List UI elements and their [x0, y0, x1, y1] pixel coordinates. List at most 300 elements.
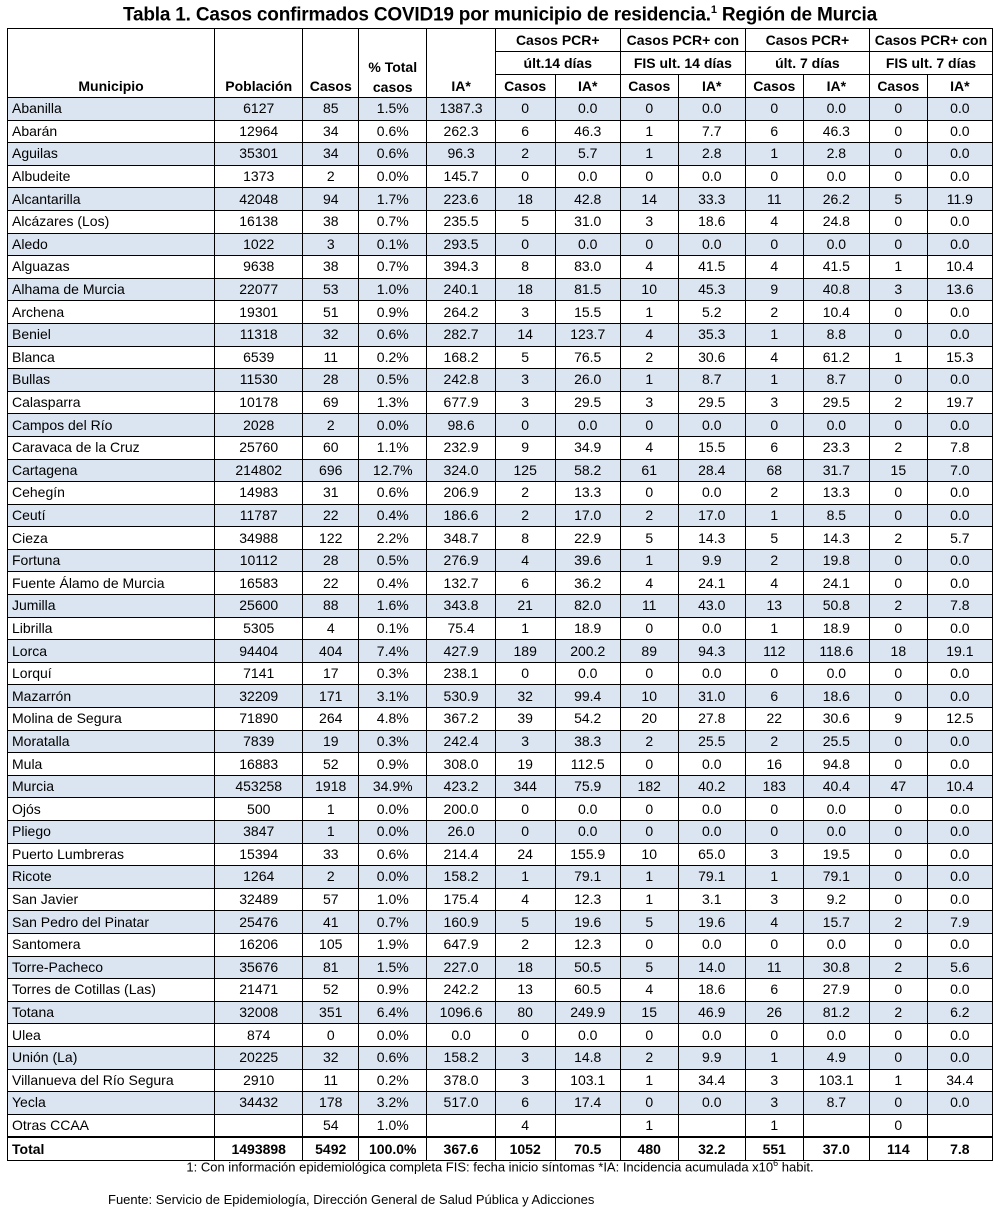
cell-fis7-casos: 5	[869, 188, 927, 211]
cell-fis14-casos: 1	[620, 866, 678, 889]
cell-casos: 69	[303, 391, 359, 414]
cell-pcr14-casos: 5	[495, 346, 555, 369]
cell-pcr7-ia: 8.7	[803, 369, 869, 392]
cell-fis7-casos: 0	[869, 617, 927, 640]
cell-fis14-ia: 94.3	[678, 640, 745, 663]
cell-fis7-ia: 12.5	[927, 708, 992, 731]
cell-fis7-ia: 0.0	[927, 617, 992, 640]
cell-pcr14-ia: 58.2	[555, 459, 620, 482]
cell-casos: 38	[303, 210, 359, 233]
cell-poblacion: 12964	[215, 120, 303, 143]
cell-pcr7-ia: 103.1	[803, 1069, 869, 1092]
cell-pcr7-casos: 3	[745, 1069, 803, 1092]
cell-pcr7-ia: 0.0	[803, 798, 869, 821]
cell-fis14-ia: 0.0	[678, 165, 745, 188]
cell-casos: 2	[303, 866, 359, 889]
title-footnote-mark: 1	[710, 4, 717, 16]
cell-fis14-ia: 46.9	[678, 1001, 745, 1024]
cell-pct-total: 0.9%	[359, 301, 427, 324]
cell-fis14-ia: 15.5	[678, 436, 745, 459]
cell-casos: 11	[303, 1069, 359, 1092]
cell-pcr7-ia: 50.8	[803, 595, 869, 618]
cell-pcr14-casos: 0	[495, 414, 555, 437]
cell-municipio: Alcázares (Los)	[8, 210, 215, 233]
cell-pcr7-casos: 3	[745, 391, 803, 414]
cell-poblacion: 22077	[215, 278, 303, 301]
cell-pct-total: 1.9%	[359, 933, 427, 956]
cell-fis14-casos: 1	[620, 143, 678, 166]
header-sub-ia: IA*	[678, 75, 745, 98]
cell-fis14-casos: 14	[620, 188, 678, 211]
cell-pct-total: 1.0%	[359, 278, 427, 301]
header-group-fis-14: Casos PCR+ con	[620, 29, 745, 52]
cell-municipio: Molina de Segura	[8, 708, 215, 731]
cell-pcr7-casos: 0	[745, 233, 803, 256]
cell-pct-total: 3.2%	[359, 1092, 427, 1115]
cell-fis7-casos: 0	[869, 323, 927, 346]
cell-ia: 423.2	[427, 775, 495, 798]
cell-pct-total: 12.7%	[359, 459, 427, 482]
cell-fis14-casos: 2	[620, 1046, 678, 1069]
cell-fis14-ia: 8.7	[678, 369, 745, 392]
cell-pcr7-ia: 27.9	[803, 979, 869, 1002]
cell-pcr7-ia: 31.7	[803, 459, 869, 482]
total-pcr14-casos: 1052	[495, 1137, 555, 1160]
cell-ia: 427.9	[427, 640, 495, 663]
cell-fis14-ia: 9.9	[678, 1046, 745, 1069]
cell-fis14-casos: 1	[620, 888, 678, 911]
cell-pcr7-ia: 29.5	[803, 391, 869, 414]
cell-pcr7-ia: 4.9	[803, 1046, 869, 1069]
cell-fis14-casos: 0	[620, 165, 678, 188]
footnote-text-end: habit.	[778, 1159, 814, 1175]
cell-fis7-ia: 0.0	[927, 165, 992, 188]
table-title	[0, 4, 1000, 26]
cell-pcr7-ia: 8.8	[803, 323, 869, 346]
cell-casos: 178	[303, 1092, 359, 1115]
cell-pcr7-ia: 13.3	[803, 482, 869, 505]
cell-pcr7-casos: 1	[745, 1114, 803, 1137]
cell-pcr14-ia: 31.0	[555, 210, 620, 233]
cell-pct-total: 0.9%	[359, 753, 427, 776]
total-municipio: Total	[8, 1137, 215, 1160]
cell-pcr14-casos: 24	[495, 843, 555, 866]
cell-fis14-casos: 1	[620, 1069, 678, 1092]
cell-ia: 26.0	[427, 821, 495, 844]
cell-ia: 348.7	[427, 527, 495, 550]
cell-ia: 232.9	[427, 436, 495, 459]
cell-poblacion: 16583	[215, 572, 303, 595]
cell-fis14-casos: 0	[620, 798, 678, 821]
cell-fis7-ia: 0.0	[927, 414, 992, 437]
total-pcr7-ia: 37.0	[803, 1137, 869, 1160]
cell-pcr7-casos: 0	[745, 798, 803, 821]
cell-fis7-casos: 0	[869, 233, 927, 256]
cell-fis14-casos: 10	[620, 278, 678, 301]
header-sub-casos: Casos	[869, 75, 927, 98]
cell-fis7-ia	[927, 1114, 992, 1137]
cell-pct-total: 0.4%	[359, 572, 427, 595]
cell-ia: 223.6	[427, 188, 495, 211]
cell-fis7-casos: 1	[869, 256, 927, 279]
cell-casos: 32	[303, 1046, 359, 1069]
cell-ia: 158.2	[427, 1046, 495, 1069]
cell-pcr7-ia: 40.4	[803, 775, 869, 798]
cell-pcr7-casos: 22	[745, 708, 803, 731]
cell-fis7-casos: 0	[869, 210, 927, 233]
cell-fis14-ia: 41.5	[678, 256, 745, 279]
cell-fis7-ia: 0.0	[927, 730, 992, 753]
cell-pcr14-ia: 81.5	[555, 278, 620, 301]
cell-fis14-ia: 2.8	[678, 143, 745, 166]
table-row	[8, 188, 993, 211]
cell-pct-total: 1.5%	[359, 956, 427, 979]
cell-pcr14-casos: 18	[495, 278, 555, 301]
source-note: Fuente: Servicio de Epidemiología, Dirección General de Salud Pública y Adicciones	[108, 1192, 595, 1207]
cell-pcr7-ia: 0.0	[803, 821, 869, 844]
cell-municipio: Moratalla	[8, 730, 215, 753]
cell-fis14-ia: 43.0	[678, 595, 745, 618]
cell-pcr7-casos: 0	[745, 98, 803, 121]
cell-ia: 242.4	[427, 730, 495, 753]
cell-fis7-casos: 0	[869, 572, 927, 595]
cell-pcr14-ia: 76.5	[555, 346, 620, 369]
cell-municipio: Calasparra	[8, 391, 215, 414]
table-row	[8, 98, 993, 121]
cell-fis14-casos: 0	[620, 1092, 678, 1115]
cell-pcr14-casos: 0	[495, 662, 555, 685]
cell-poblacion: 11318	[215, 323, 303, 346]
cell-pcr14-casos: 4	[495, 888, 555, 911]
cell-casos: 28	[303, 369, 359, 392]
cell-pcr7-casos: 2	[745, 549, 803, 572]
table-row	[8, 1001, 993, 1024]
cell-ia: 200.0	[427, 798, 495, 821]
cell-pcr14-ia: 123.7	[555, 323, 620, 346]
cell-casos: 696	[303, 459, 359, 482]
cell-pcr7-casos: 0	[745, 165, 803, 188]
cell-municipio: Ojós	[8, 798, 215, 821]
cell-pcr14-casos: 14	[495, 323, 555, 346]
header-ia: IA*	[427, 29, 495, 98]
cell-pcr7-ia: 0.0	[803, 1024, 869, 1047]
cell-pcr7-ia: 79.1	[803, 866, 869, 889]
cell-fis14-casos: 0	[620, 617, 678, 640]
cell-municipio: Caravaca de la Cruz	[8, 436, 215, 459]
cell-casos: 38	[303, 256, 359, 279]
cell-pcr7-casos: 4	[745, 572, 803, 595]
cell-pcr7-casos: 6	[745, 120, 803, 143]
cell-ia: 530.9	[427, 685, 495, 708]
cell-fis7-casos: 0	[869, 549, 927, 572]
cell-fis14-casos: 10	[620, 843, 678, 866]
cell-municipio: Unión (La)	[8, 1046, 215, 1069]
cell-fis14-casos: 3	[620, 210, 678, 233]
cell-municipio: Archena	[8, 301, 215, 324]
cell-municipio: Alguazas	[8, 256, 215, 279]
cell-fis7-casos: 0	[869, 301, 927, 324]
cell-pcr7-casos: 6	[745, 685, 803, 708]
cell-pcr7-ia: 61.2	[803, 346, 869, 369]
cell-fis7-ia: 0.0	[927, 1024, 992, 1047]
cell-ia: 282.7	[427, 323, 495, 346]
table-row	[8, 1024, 993, 1047]
cell-fis14-ia: 40.2	[678, 775, 745, 798]
cell-fis14-casos: 4	[620, 323, 678, 346]
cell-ia: 293.5	[427, 233, 495, 256]
cell-poblacion: 3847	[215, 821, 303, 844]
cell-ia: 160.9	[427, 911, 495, 934]
cell-fis14-ia: 7.7	[678, 120, 745, 143]
cell-fis7-ia: 6.2	[927, 1001, 992, 1024]
cell-fis7-casos: 18	[869, 640, 927, 663]
cell-fis14-ia: 3.1	[678, 888, 745, 911]
cell-pcr14-ia: 22.9	[555, 527, 620, 550]
cell-fis14-casos: 1	[620, 1114, 678, 1137]
cell-pcr14-ia: 0.0	[555, 821, 620, 844]
cell-pct-total: 0.6%	[359, 143, 427, 166]
cell-casos: 33	[303, 843, 359, 866]
cell-fis14-casos: 2	[620, 346, 678, 369]
cell-poblacion: 7141	[215, 662, 303, 685]
cell-fis7-casos: 0	[869, 888, 927, 911]
cell-pcr14-casos: 39	[495, 708, 555, 731]
table-row	[8, 120, 993, 143]
cell-casos: 122	[303, 527, 359, 550]
cell-fis14-ia: 0.0	[678, 98, 745, 121]
cell-poblacion: 1264	[215, 866, 303, 889]
cell-casos: 2	[303, 165, 359, 188]
cell-fis7-ia: 0.0	[927, 866, 992, 889]
cell-municipio: Bullas	[8, 369, 215, 392]
cell-pcr7-ia: 10.4	[803, 301, 869, 324]
cell-fis7-casos: 0	[869, 685, 927, 708]
cell-fis7-casos: 0	[869, 504, 927, 527]
cell-fis7-casos: 0	[869, 1092, 927, 1115]
cell-fis7-ia: 7.8	[927, 436, 992, 459]
cell-municipio: Fuente Álamo de Murcia	[8, 572, 215, 595]
cell-pcr7-casos: 5	[745, 527, 803, 550]
cell-ia: 677.9	[427, 391, 495, 414]
cell-fis7-casos: 2	[869, 1001, 927, 1024]
cell-fis14-casos: 61	[620, 459, 678, 482]
cell-fis14-ia: 9.9	[678, 549, 745, 572]
table-row	[8, 1114, 993, 1137]
cell-casos: 52	[303, 979, 359, 1002]
table-row	[8, 1092, 993, 1115]
cell-ia: 262.3	[427, 120, 495, 143]
cell-fis7-ia: 0.0	[927, 504, 992, 527]
cell-pcr14-casos: 0	[495, 1024, 555, 1047]
cell-fis14-casos: 0	[620, 98, 678, 121]
cell-pcr7-casos: 1	[745, 369, 803, 392]
cell-fis14-casos: 1	[620, 301, 678, 324]
table-row	[8, 640, 993, 663]
cell-municipio: Murcia	[8, 775, 215, 798]
cell-casos: 88	[303, 595, 359, 618]
table-row	[8, 572, 993, 595]
cell-pcr7-ia: 30.6	[803, 708, 869, 731]
cell-poblacion: 35676	[215, 956, 303, 979]
cell-municipio: Ulea	[8, 1024, 215, 1047]
cell-fis7-ia: 0.0	[927, 143, 992, 166]
cell-poblacion: 25760	[215, 436, 303, 459]
cell-ia: 1096.6	[427, 1001, 495, 1024]
cell-fis14-casos: 0	[620, 482, 678, 505]
cell-poblacion: 16883	[215, 753, 303, 776]
cell-pcr14-casos: 3	[495, 391, 555, 414]
cell-fis14-ia: 0.0	[678, 662, 745, 685]
cell-pcr14-ia: 112.5	[555, 753, 620, 776]
cell-fis7-ia: 0.0	[927, 369, 992, 392]
cell-pct-total: 3.1%	[359, 685, 427, 708]
cell-pcr14-casos: 2	[495, 504, 555, 527]
cell-municipio: Campos del Río	[8, 414, 215, 437]
cell-pcr7-ia: 8.7	[803, 1092, 869, 1115]
table-row	[8, 933, 993, 956]
cell-pct-total: 1.6%	[359, 595, 427, 618]
cell-ia: 168.2	[427, 346, 495, 369]
cell-pcr7-ia: 0.0	[803, 98, 869, 121]
header-group-pcr-14: Casos PCR+	[495, 29, 620, 52]
cell-pcr7-casos: 1	[745, 143, 803, 166]
cell-pct-total: 0.6%	[359, 843, 427, 866]
cell-pcr14-ia: 29.5	[555, 391, 620, 414]
cell-pcr7-casos: 1	[745, 1046, 803, 1069]
total-fis14-casos: 480	[620, 1137, 678, 1160]
cell-municipio: San Pedro del Pinatar	[8, 911, 215, 934]
cell-pcr14-ia: 0.0	[555, 165, 620, 188]
cell-fis14-ia: 14.3	[678, 527, 745, 550]
cell-pcr14-casos: 344	[495, 775, 555, 798]
table-row	[8, 459, 993, 482]
cell-fis7-ia: 11.9	[927, 188, 992, 211]
cell-fis14-casos: 1	[620, 120, 678, 143]
cell-pct-total: 0.1%	[359, 233, 427, 256]
cell-pcr14-ia: 0.0	[555, 233, 620, 256]
cell-casos: 17	[303, 662, 359, 685]
table-row	[8, 730, 993, 753]
cell-fis7-casos: 2	[869, 436, 927, 459]
cell-pcr7-ia: 24.8	[803, 210, 869, 233]
cell-pcr7-ia: 19.8	[803, 549, 869, 572]
cell-pcr7-ia: 25.5	[803, 730, 869, 753]
cell-fis14-casos: 4	[620, 979, 678, 1002]
cell-pcr14-ia: 17.0	[555, 504, 620, 527]
cell-fis14-ia: 18.6	[678, 979, 745, 1002]
cell-pcr7-casos: 4	[745, 256, 803, 279]
cell-pcr14-casos: 0	[495, 98, 555, 121]
cell-municipio: Totana	[8, 1001, 215, 1024]
cell-pcr7-ia: 118.6	[803, 640, 869, 663]
cell-ia: 96.3	[427, 143, 495, 166]
cell-pcr7-casos: 0	[745, 1024, 803, 1047]
cell-poblacion: 16206	[215, 933, 303, 956]
cell-pcr14-ia: 36.2	[555, 572, 620, 595]
cell-municipio: Cieza	[8, 527, 215, 550]
cell-pcr14-casos: 3	[495, 369, 555, 392]
cell-casos: 34	[303, 143, 359, 166]
cell-fis14-ia: 28.4	[678, 459, 745, 482]
cell-fis14-ia: 29.5	[678, 391, 745, 414]
table-row	[8, 911, 993, 934]
cell-pcr14-casos: 189	[495, 640, 555, 663]
cell-poblacion: 10112	[215, 549, 303, 572]
cell-pcr14-ia: 14.8	[555, 1046, 620, 1069]
cell-pcr7-casos: 3	[745, 1092, 803, 1115]
cell-pcr7-ia: 0.0	[803, 233, 869, 256]
cell-pcr7-casos: 2	[745, 730, 803, 753]
cell-fis7-ia: 0.0	[927, 821, 992, 844]
covid-cases-table	[7, 28, 993, 1161]
cell-poblacion: 10178	[215, 391, 303, 414]
cell-pcr14-ia: 38.3	[555, 730, 620, 753]
cell-casos: 34	[303, 120, 359, 143]
cell-fis7-ia: 34.4	[927, 1069, 992, 1092]
cell-pct-total: 0.0%	[359, 821, 427, 844]
cell-fis14-ia: 0.0	[678, 233, 745, 256]
cell-casos: 51	[303, 301, 359, 324]
cell-pcr7-casos: 0	[745, 414, 803, 437]
cell-fis7-casos: 0	[869, 979, 927, 1002]
cell-pcr7-ia: 0.0	[803, 662, 869, 685]
table-row	[8, 549, 993, 572]
cell-pcr14-ia: 34.9	[555, 436, 620, 459]
cell-poblacion: 34432	[215, 1092, 303, 1115]
cell-pcr7-casos: 112	[745, 640, 803, 663]
cell-casos: 0	[303, 1024, 359, 1047]
cell-poblacion: 71890	[215, 708, 303, 731]
cell-ia: 0.0	[427, 1024, 495, 1047]
table-row	[8, 233, 993, 256]
cell-casos: 351	[303, 1001, 359, 1024]
cell-pcr14-casos: 32	[495, 685, 555, 708]
cell-fis7-ia: 0.0	[927, 323, 992, 346]
cell-pcr14-casos: 2	[495, 933, 555, 956]
total-fis7-ia: 7.8	[927, 1137, 992, 1160]
cell-casos: 22	[303, 504, 359, 527]
header-sub-ia: IA*	[927, 75, 992, 98]
cell-pcr14-ia: 17.4	[555, 1092, 620, 1115]
table-row	[8, 165, 993, 188]
cell-fis14-casos: 5	[620, 956, 678, 979]
cell-poblacion: 6127	[215, 98, 303, 121]
cell-fis14-ia: 0.0	[678, 482, 745, 505]
cell-pcr7-ia: 24.1	[803, 572, 869, 595]
cell-fis14-ia: 45.3	[678, 278, 745, 301]
cell-casos: 41	[303, 911, 359, 934]
total-pcr7-casos: 551	[745, 1137, 803, 1160]
cell-municipio: Pliego	[8, 821, 215, 844]
total-fis14-ia: 32.2	[678, 1137, 745, 1160]
cell-pct-total: 0.0%	[359, 414, 427, 437]
cell-fis14-casos: 20	[620, 708, 678, 731]
cell-pcr14-casos: 8	[495, 256, 555, 279]
table-row	[8, 482, 993, 505]
cell-pcr7-casos: 1	[745, 504, 803, 527]
table-row	[8, 414, 993, 437]
cell-pct-total: 1.5%	[359, 98, 427, 121]
cell-pcr7-ia: 41.5	[803, 256, 869, 279]
cell-fis7-ia: 7.9	[927, 911, 992, 934]
cell-fis7-casos: 9	[869, 708, 927, 731]
cell-casos: 60	[303, 436, 359, 459]
cell-pcr7-casos: 26	[745, 1001, 803, 1024]
table-row	[8, 256, 993, 279]
cell-poblacion: 21471	[215, 979, 303, 1002]
cell-fis14-ia: 27.8	[678, 708, 745, 731]
cell-pcr7-casos: 11	[745, 188, 803, 211]
